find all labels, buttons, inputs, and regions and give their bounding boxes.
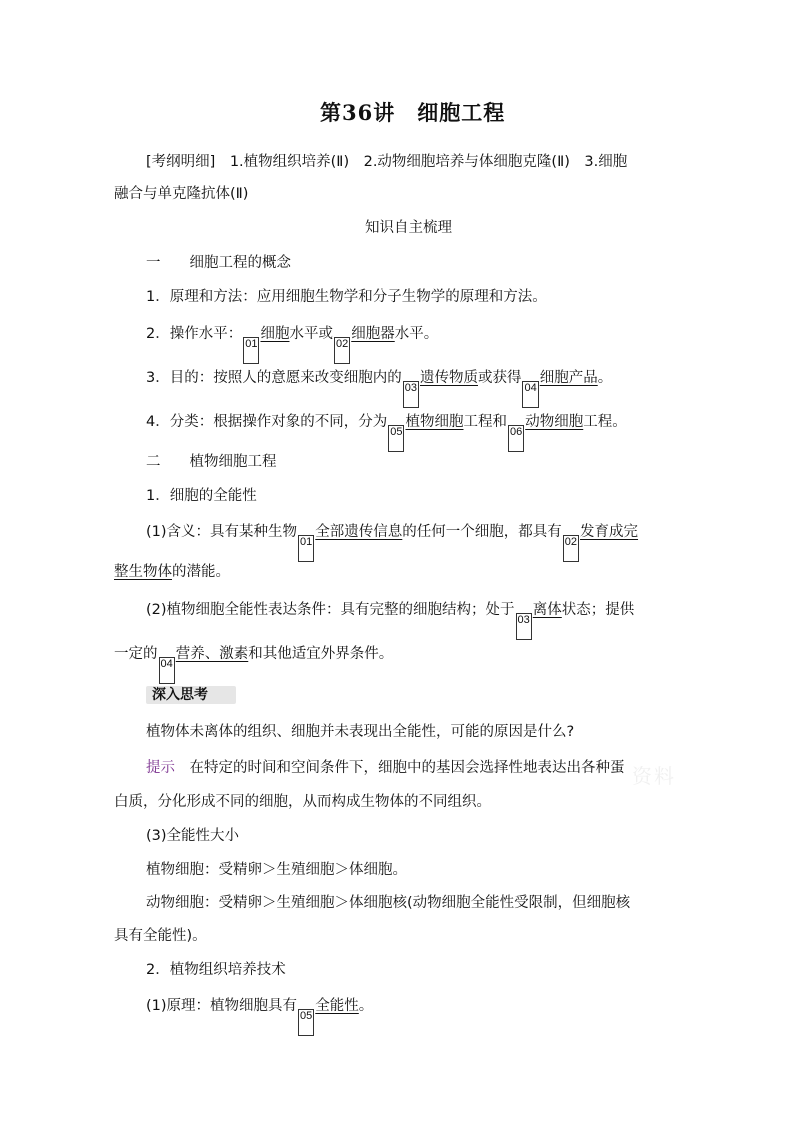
text: 3．目的：按照人的意愿来改变细胞内的: [146, 370, 402, 386]
text: 4．分类：根据操作对象的不同，分为: [146, 414, 388, 430]
s3-heading-2: 2．植物组织培养技术: [146, 962, 286, 978]
think-answer-2: 白质，分化形成不同的细胞，从而构成生物体的不同组织。: [114, 794, 491, 810]
text: 一定的: [114, 646, 158, 662]
text: 状态；提供: [561, 602, 635, 618]
text: 在特定的时间和空间条件下，细胞中的基因会选择性地表达出各种蛋: [175, 760, 625, 776]
text: 工程和: [463, 414, 507, 430]
text: (1)含义：具有某种生物: [146, 524, 298, 540]
think-answer-1: [146, 758, 625, 778]
s2-paragraph-1-cont: [114, 562, 230, 582]
text: 。: [597, 370, 613, 386]
section-1-heading: 一 细胞工程的概念: [146, 255, 291, 271]
blank-number: 05: [388, 425, 404, 452]
s3-paragraph-4: 具有全能性)。: [114, 928, 207, 944]
tip-label: 提示: [146, 760, 175, 776]
s1-paragraph-2: [146, 324, 438, 364]
answer-text: 全部遗传信息: [315, 524, 403, 540]
blank-number: 03: [403, 381, 419, 408]
section-2-heading: 二 植物细胞工程: [146, 454, 277, 470]
text: (2)植物细胞全能性表达条件：具有完整的细胞结构；处于: [146, 602, 515, 618]
page-title: 第36讲 细胞工程: [320, 100, 506, 125]
deep-thinking-badge: 深入思考: [146, 686, 236, 704]
blank-number: 01: [298, 535, 314, 562]
think-question: 植物体未离体的组织、细胞并未表现出全能性，可能的原因是什么?: [146, 724, 575, 740]
s3-paragraph-1: (3)全能性大小: [146, 828, 240, 844]
answer-text: 细胞产品: [539, 370, 598, 386]
text: 。: [358, 998, 374, 1014]
text: 和其他适宜外界条件。: [248, 646, 394, 662]
s1-paragraph-1: 1．原理和方法：应用细胞生物学和分子生物学的原理和方法。: [146, 289, 547, 305]
s2-paragraph-2: [146, 600, 634, 640]
section-subtitle: 知识自主梳理: [365, 220, 452, 236]
s2-paragraph-1: [146, 522, 638, 562]
blank-number: 04: [159, 657, 175, 684]
blank-number: 06: [508, 425, 524, 452]
answer-text: 细胞器: [351, 326, 395, 342]
blank-number: 05: [298, 1009, 314, 1036]
s3-paragraph-3: 动物细胞：受精卵＞生殖细胞＞体细胞核(动物细胞全能性受限制，但细胞核: [146, 895, 631, 911]
blank-number: 01: [243, 337, 259, 364]
text: 工程。: [583, 414, 627, 430]
answer-text: 植物细胞: [405, 414, 464, 430]
watermark: 资料: [632, 764, 676, 788]
s1-paragraph-3: [146, 368, 612, 408]
text: 水平。: [394, 326, 439, 342]
s3-paragraph-5: [146, 996, 373, 1036]
answer-text: 动物细胞: [525, 414, 584, 430]
answer-text: 营养、激素: [175, 646, 249, 662]
answer-text: 离体: [532, 602, 562, 618]
s2-heading-1: 1．细胞的全能性: [146, 488, 257, 504]
outline-line-1: [考纲明细] 1.植物组织培养(Ⅱ) 2.动物细胞培养与体细胞克隆(Ⅱ) 3.细胞: [146, 154, 628, 170]
s1-paragraph-4: [146, 412, 627, 452]
outline-line-2: 融合与单克隆抗体(Ⅱ): [114, 186, 249, 202]
answer-text: 发育成完: [580, 524, 639, 540]
s3-paragraph-2: 植物细胞：受精卵＞生殖细胞＞体细胞。: [146, 862, 407, 878]
answer-text: 遗传物质: [419, 370, 478, 386]
text: 的潜能。: [172, 564, 230, 580]
text: 水平或: [289, 326, 333, 342]
blank-number: 03: [516, 613, 532, 640]
text: 2．操作水平：: [146, 326, 243, 342]
answer-text: 细胞: [260, 326, 290, 342]
text: (1)原理：植物细胞具有: [146, 998, 298, 1014]
text: 的任何一个细胞，都具有: [402, 524, 562, 540]
blank-number: 02: [334, 337, 350, 364]
s2-paragraph-2-cont: [114, 644, 393, 684]
answer-text: 全能性: [315, 998, 359, 1014]
answer-text: 整生物体: [114, 564, 172, 580]
blank-number: 04: [522, 381, 538, 408]
text: 或获得: [477, 370, 522, 386]
blank-number: 02: [563, 535, 579, 562]
